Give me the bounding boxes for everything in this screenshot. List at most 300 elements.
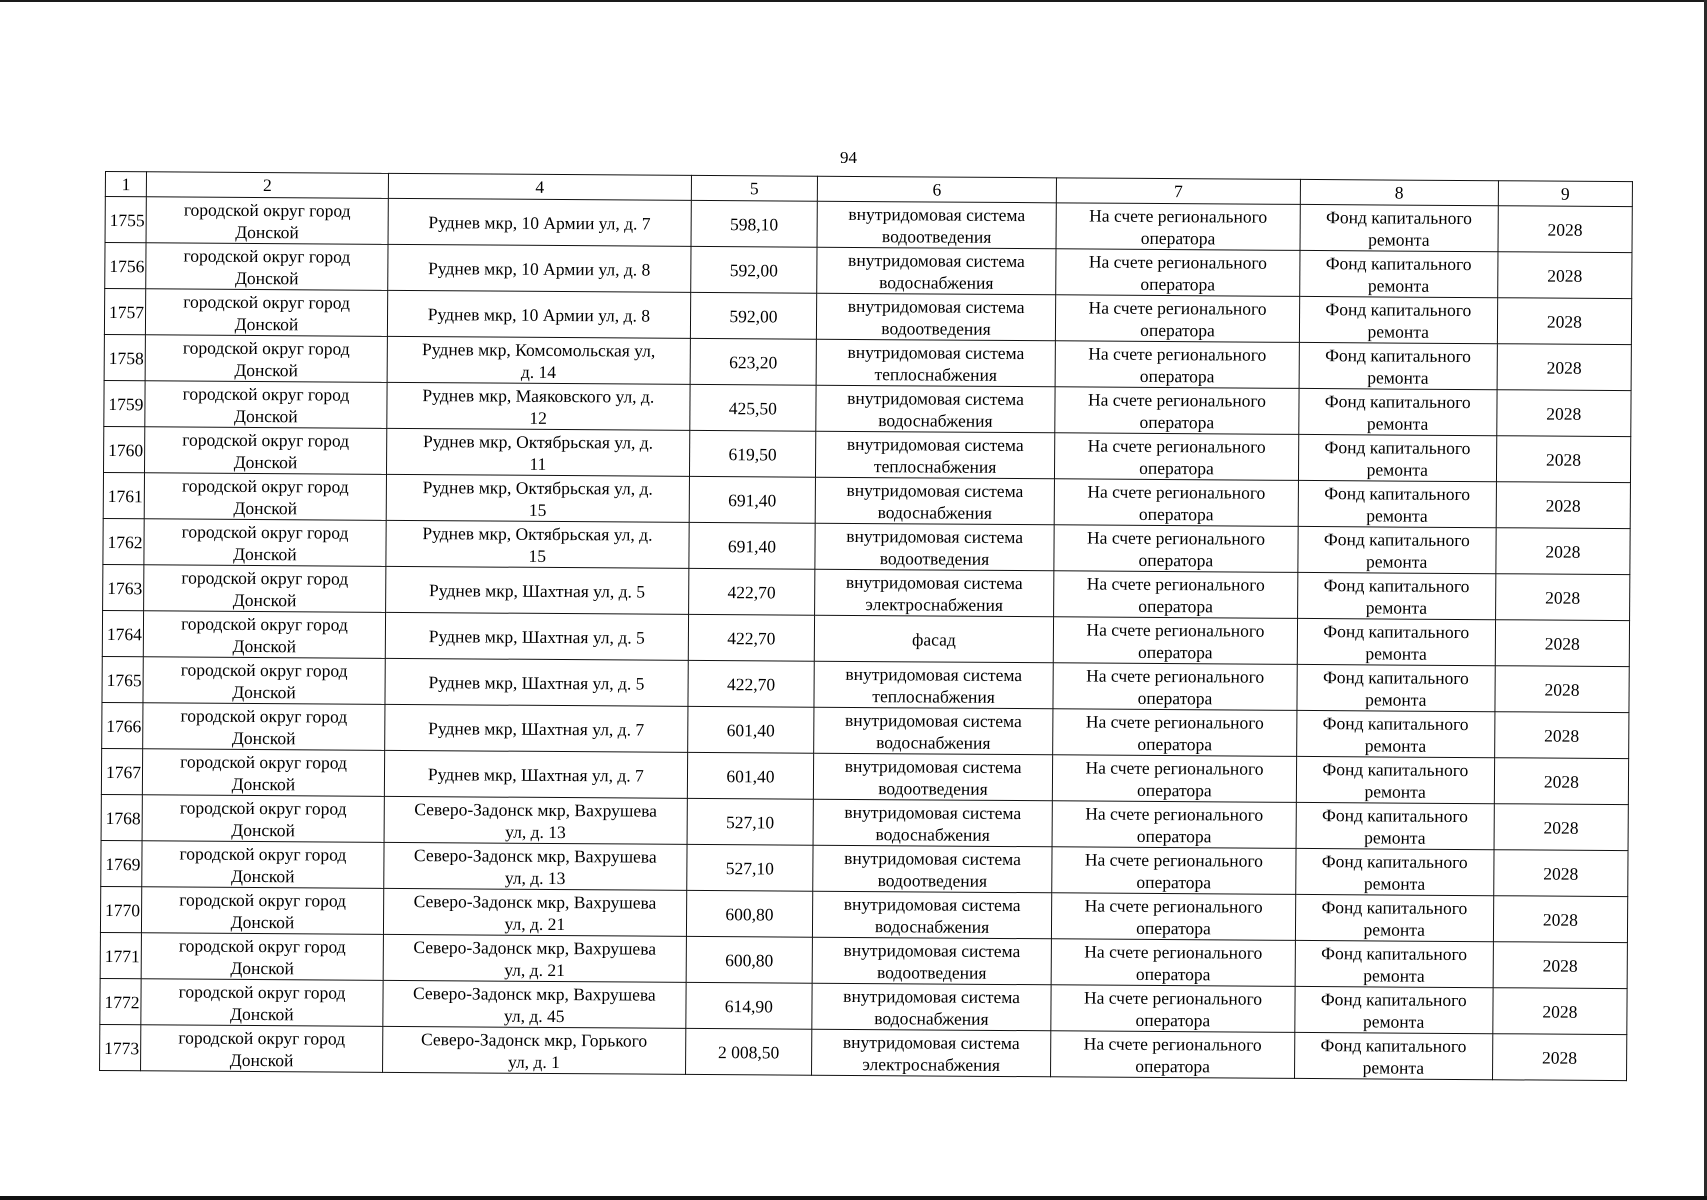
cell-number: 1770 bbox=[100, 886, 142, 932]
cell-number: 1759 bbox=[104, 380, 146, 426]
cell-funding-source-line: ремонта bbox=[1364, 780, 1426, 802]
cell-number: 1772 bbox=[100, 978, 142, 1024]
cell-work-type bbox=[816, 385, 1056, 433]
cell-funding-source bbox=[1295, 894, 1493, 941]
cell-address bbox=[385, 612, 689, 660]
cell-work-type-line: водоснабжения bbox=[878, 409, 993, 431]
cell-year: 2028 bbox=[1495, 666, 1629, 713]
cell-municipality-line: Донской bbox=[231, 773, 296, 794]
cell-funding-source-line: ремонта bbox=[1365, 596, 1428, 618]
cell-address bbox=[388, 198, 692, 246]
cell-work-type-line: водоотведения bbox=[877, 869, 988, 891]
cell-municipality bbox=[145, 381, 387, 429]
cell-address bbox=[387, 336, 691, 384]
cell-work-type bbox=[815, 523, 1055, 571]
cell-funding-source bbox=[1296, 802, 1494, 849]
cell-municipality-line: Донской bbox=[230, 1003, 294, 1024]
cell-address-line: 12 bbox=[529, 407, 548, 428]
cell-work-type-line: внутридомовая система bbox=[844, 847, 1021, 869]
cell-work-type-line: внутридомовая система bbox=[843, 985, 1021, 1007]
cell-municipality bbox=[144, 611, 386, 659]
cell-funding-source-line: Фонд капитального bbox=[1324, 390, 1471, 412]
cell-fund-account-line: оператора bbox=[1135, 963, 1211, 984]
cell-municipality-line: Донской bbox=[231, 727, 296, 748]
cell-funding-source-line: ремонта bbox=[1366, 504, 1428, 526]
cell-municipality-line: городской округ город bbox=[180, 751, 347, 773]
capital-repair-table bbox=[99, 171, 1633, 1081]
cell-funding-source bbox=[1298, 388, 1496, 435]
cell-municipality-line: городской округ город bbox=[178, 935, 346, 957]
cell-year: 2028 bbox=[1493, 942, 1627, 989]
cell-funding-source-line: Фонд капитального bbox=[1323, 620, 1470, 642]
cell-number: 1763 bbox=[103, 564, 145, 610]
cell-fund-account bbox=[1055, 341, 1299, 389]
cell-municipality-line: городской округ город bbox=[183, 291, 351, 313]
cell-work-type bbox=[817, 247, 1057, 295]
cell-funding-source bbox=[1296, 710, 1494, 757]
cell-funding-source bbox=[1298, 526, 1496, 573]
cell-address bbox=[384, 704, 688, 752]
cell-work-type bbox=[814, 661, 1054, 709]
cell-work-type bbox=[817, 201, 1057, 249]
cell-municipality-line: городской округ город bbox=[182, 337, 350, 359]
cell-number: 1761 bbox=[103, 472, 145, 518]
cell-address-line: ул, д. 45 bbox=[503, 1005, 565, 1026]
cell-address-line: Руднев мкр, Маяковского ул, д. bbox=[422, 384, 655, 407]
cell-municipality bbox=[141, 933, 383, 981]
cell-work-type-line: водоснабжения bbox=[876, 731, 991, 753]
cell-address-line: Руднев мкр, Октябрьская ул, д. bbox=[422, 522, 653, 545]
cell-address bbox=[383, 888, 687, 936]
scan-edge-top bbox=[0, 0, 1707, 2]
cell-fund-account bbox=[1056, 203, 1300, 251]
cell-area: 623,20 bbox=[690, 338, 816, 385]
cell-fund-account bbox=[1051, 939, 1295, 987]
cell-year: 2028 bbox=[1493, 896, 1627, 943]
cell-year: 2028 bbox=[1492, 1034, 1626, 1081]
cell-fund-account-line: На счете регионального bbox=[1086, 619, 1265, 641]
cell-funding-source-line: ремонта bbox=[1367, 366, 1429, 388]
cell-fund-account-line: На счете регионального bbox=[1084, 849, 1263, 871]
table-body bbox=[100, 197, 1633, 1081]
cell-area: 600,80 bbox=[686, 936, 812, 983]
cell-work-type-line: внутридомовая система bbox=[845, 571, 1023, 593]
cell-work-type bbox=[811, 1029, 1051, 1077]
cell-fund-account-line: оператора bbox=[1135, 1055, 1210, 1076]
cell-number: 1773 bbox=[100, 1024, 142, 1070]
cell-funding-source-line: ремонта bbox=[1364, 734, 1427, 756]
cell-work-type bbox=[812, 891, 1052, 939]
cell-municipality bbox=[142, 841, 384, 889]
cell-year: 2028 bbox=[1497, 390, 1631, 437]
cell-address-line: 11 bbox=[529, 453, 547, 474]
cell-municipality-line: городской округ город bbox=[182, 429, 350, 451]
cell-year: 2028 bbox=[1497, 344, 1631, 391]
cell-fund-account-line: На счете регионального bbox=[1083, 1033, 1262, 1055]
cell-year: 2028 bbox=[1496, 482, 1630, 529]
cell-area: 422,70 bbox=[689, 568, 815, 615]
cell-work-type-line: внутридомовая система bbox=[844, 801, 1022, 823]
cell-work-type bbox=[812, 983, 1052, 1031]
cell-municipality-line: городской округ город bbox=[183, 245, 351, 267]
cell-fund-account-line: На счете регионального bbox=[1083, 987, 1263, 1009]
cell-fund-account-line: оператора bbox=[1137, 779, 1212, 800]
cell-funding-source-line: Фонд капитального bbox=[1321, 942, 1468, 964]
cell-address-line: Руднев мкр, Шахтная ул, д. 5 bbox=[429, 579, 646, 602]
cell-work-type-line: водоснабжения bbox=[875, 823, 990, 845]
cell-funding-source bbox=[1298, 434, 1496, 481]
cell-address-line: Руднев мкр, Октябрьская ул, д. bbox=[422, 476, 653, 499]
cell-address-line: Руднев мкр, Шахтная ул, д. 7 bbox=[427, 763, 644, 786]
cell-funding-source-line: Фонд капитального bbox=[1322, 712, 1469, 734]
cell-fund-account-line: оператора bbox=[1139, 411, 1215, 432]
cell-fund-account bbox=[1056, 295, 1300, 343]
cell-work-type bbox=[814, 615, 1054, 663]
cell-address-line: Руднев мкр, Комсомольская ул, bbox=[422, 338, 656, 361]
cell-funding-source bbox=[1295, 848, 1493, 895]
cell-address bbox=[382, 1026, 686, 1074]
cell-funding-source-line: ремонта bbox=[1365, 642, 1427, 664]
cell-work-type bbox=[814, 569, 1054, 617]
cell-year: 2028 bbox=[1495, 620, 1629, 667]
cell-address bbox=[386, 474, 690, 522]
cell-municipality-line: Донской bbox=[231, 819, 295, 840]
cell-fund-account-line: На счете регионального bbox=[1087, 527, 1266, 549]
cell-year: 2028 bbox=[1498, 206, 1632, 253]
cell-area: 592,00 bbox=[691, 246, 817, 293]
cell-municipality bbox=[145, 335, 387, 383]
cell-funding-source bbox=[1299, 342, 1497, 389]
cell-funding-source-line: ремонта bbox=[1364, 826, 1426, 848]
cell-funding-source-line: ремонта bbox=[1366, 458, 1429, 480]
cell-year: 2028 bbox=[1494, 712, 1628, 759]
cell-address bbox=[383, 934, 687, 982]
cell-municipality-line: городской округ город bbox=[179, 797, 347, 819]
cell-area: 691,40 bbox=[689, 522, 815, 569]
cell-municipality-line: городской округ город bbox=[183, 199, 351, 221]
cell-work-type-line: внутридомовая система bbox=[844, 755, 1022, 777]
cell-address-line: Северо-Задонск мкр, Вахрушева bbox=[413, 890, 657, 913]
cell-fund-account-line: оператора bbox=[1139, 365, 1215, 386]
cell-number: 1760 bbox=[104, 426, 146, 472]
cell-address-line: Северо-Задонск мкр, Вахрушева bbox=[414, 798, 658, 821]
cell-address-line: Руднев мкр, 10 Армии ул, д. 8 bbox=[427, 303, 651, 326]
cell-fund-account bbox=[1052, 847, 1296, 895]
cell-year: 2028 bbox=[1496, 436, 1630, 483]
cell-area: 2 008,50 bbox=[686, 1028, 812, 1075]
cell-number: 1766 bbox=[102, 702, 144, 748]
cell-fund-account bbox=[1053, 709, 1297, 757]
cell-municipality-line: Донской bbox=[230, 957, 295, 978]
cell-address-line: Руднев мкр, 10 Армии ул, д. 7 bbox=[428, 211, 651, 234]
cell-fund-account-line: оператора bbox=[1138, 549, 1214, 570]
cell-work-type-line: водоотведения bbox=[878, 777, 988, 799]
cell-fund-account-line: оператора bbox=[1140, 319, 1215, 340]
cell-municipality bbox=[141, 979, 383, 1027]
cell-fund-account-line: На счете регионального bbox=[1088, 297, 1267, 319]
cell-funding-source-line: Фонд капитального bbox=[1321, 896, 1468, 918]
header-col-1: 1 bbox=[105, 172, 146, 197]
cell-fund-account-line: оператора bbox=[1137, 641, 1213, 662]
cell-address-line: Северо-Задонск мкр, Горького bbox=[420, 1028, 648, 1051]
cell-municipality-line: Донской bbox=[234, 313, 299, 334]
header-col-9: 9 bbox=[1498, 181, 1632, 207]
cell-fund-account-line: На счете регионального bbox=[1087, 481, 1266, 503]
page-number: 94 bbox=[840, 148, 857, 167]
cell-address bbox=[383, 842, 687, 890]
cell-address-line: д. 14 bbox=[520, 361, 557, 382]
cell-work-type-line: внутридомовая система bbox=[843, 893, 1021, 915]
cell-address-line: ул, д. 13 bbox=[504, 867, 566, 888]
cell-address bbox=[384, 750, 688, 798]
cell-funding-source-line: ремонта bbox=[1363, 964, 1425, 986]
cell-funding-source-line: Фонд капитального bbox=[1324, 482, 1471, 504]
cell-address bbox=[386, 520, 690, 568]
cell-municipality bbox=[146, 243, 388, 291]
cell-funding-source bbox=[1294, 1032, 1492, 1079]
cell-funding-source bbox=[1296, 756, 1494, 803]
cell-funding-source-line: Фонд капитального bbox=[1323, 528, 1470, 550]
cell-area: 592,00 bbox=[690, 292, 816, 339]
register-sheet bbox=[99, 171, 1633, 1081]
cell-municipality-line: Донской bbox=[233, 543, 297, 564]
cell-fund-account-line: На счете регионального bbox=[1085, 711, 1264, 733]
cell-funding-source-line: Фонд капитального bbox=[1320, 1034, 1467, 1056]
cell-municipality bbox=[146, 197, 388, 245]
cell-address-line: Руднев мкр, Шахтная ул, д. 5 bbox=[428, 671, 645, 694]
cell-area: 425,50 bbox=[690, 384, 816, 431]
cell-fund-account bbox=[1055, 433, 1299, 481]
cell-work-type-line: внутридомовая система bbox=[844, 709, 1022, 731]
cell-municipality-line: Донской bbox=[233, 497, 298, 518]
cell-funding-source-line: ремонта bbox=[1367, 320, 1429, 342]
cell-address bbox=[386, 428, 690, 476]
cell-number: 1757 bbox=[104, 289, 146, 335]
cell-municipality-line: городской округ город bbox=[181, 567, 349, 589]
cell-address-line: 15 bbox=[528, 545, 547, 566]
cell-work-type bbox=[815, 431, 1055, 479]
cell-fund-account-line: оператора bbox=[1139, 457, 1214, 478]
cell-funding-source-line: Фонд капитального bbox=[1322, 758, 1469, 780]
cell-fund-account-line: оператора bbox=[1136, 825, 1212, 846]
cell-work-type-line: теплоснабжения bbox=[872, 685, 995, 707]
cell-fund-account-line: оператора bbox=[1137, 687, 1213, 708]
cell-funding-source-line: ремонта bbox=[1367, 274, 1430, 296]
cell-work-type-line: водоснабжения bbox=[874, 915, 990, 937]
cell-fund-account-line: На счете регионального bbox=[1088, 251, 1267, 273]
header-col-2: 2 bbox=[147, 172, 389, 199]
cell-funding-source-line: Фонд капитального bbox=[1323, 574, 1470, 596]
cell-fund-account-line: оператора bbox=[1140, 227, 1216, 248]
cell-fund-account bbox=[1055, 387, 1299, 435]
cell-fund-account-line: На счете регионального bbox=[1084, 941, 1263, 963]
cell-municipality-line: Донской bbox=[232, 589, 297, 610]
cell-funding-source-line: Фонд капитального bbox=[1322, 804, 1468, 826]
cell-area: 619,50 bbox=[690, 430, 816, 477]
header-col-4: 4 bbox=[388, 173, 691, 200]
cell-municipality-line: городской округ город bbox=[180, 705, 348, 727]
cell-address-line: ул, д. 21 bbox=[504, 959, 565, 980]
cell-funding-source-line: ремонта bbox=[1365, 550, 1428, 572]
cell-work-type-line: водоснабжения bbox=[879, 271, 994, 293]
cell-work-type bbox=[813, 799, 1053, 847]
cell-fund-account-line: оператора bbox=[1137, 733, 1213, 754]
cell-fund-account-line: На счете регионального bbox=[1087, 435, 1266, 457]
cell-municipality-line: Донской bbox=[233, 451, 298, 472]
cell-funding-source-line: Фонд капитального bbox=[1326, 206, 1472, 228]
cell-number: 1767 bbox=[101, 748, 143, 794]
cell-fund-account bbox=[1053, 663, 1297, 711]
cell-work-type-line: внутридомовая система bbox=[847, 341, 1025, 363]
cell-fund-account-line: На счете регионального bbox=[1088, 343, 1267, 365]
cell-funding-source-line: ремонта bbox=[1368, 228, 1430, 250]
cell-address-line: ул, д. 13 bbox=[505, 821, 566, 842]
cell-year: 2028 bbox=[1494, 850, 1628, 897]
cell-fund-account bbox=[1054, 479, 1298, 527]
cell-municipality-line: городской округ город bbox=[179, 889, 347, 911]
cell-municipality bbox=[141, 1025, 383, 1073]
cell-address-line: Северо-Задонск мкр, Вахрушева bbox=[412, 982, 656, 1005]
cell-funding-source bbox=[1298, 480, 1496, 527]
cell-funding-source-line: Фонд капитального bbox=[1320, 988, 1467, 1010]
cell-municipality-line: городской округ город bbox=[178, 1027, 346, 1049]
cell-work-type bbox=[812, 937, 1052, 985]
cell-funding-source bbox=[1299, 250, 1497, 297]
cell-work-type-line: внутридомовая система bbox=[846, 525, 1024, 547]
cell-municipality bbox=[143, 703, 385, 751]
cell-work-type-line: внутридомовая система bbox=[846, 479, 1024, 501]
cell-fund-account bbox=[1052, 801, 1296, 849]
cell-work-type-line: водоснабжения bbox=[877, 501, 993, 523]
cell-funding-source-line: ремонта bbox=[1363, 872, 1426, 894]
cell-fund-account-line: оператора bbox=[1138, 503, 1214, 524]
cell-number: 1768 bbox=[101, 794, 143, 840]
cell-address-line: ул, д. 21 bbox=[504, 913, 566, 934]
cell-number: 1762 bbox=[103, 518, 145, 564]
cell-year: 2028 bbox=[1495, 574, 1629, 621]
cell-work-type-line: внутридомовая система bbox=[847, 295, 1025, 317]
cell-work-type-line: водоснабжения bbox=[874, 1007, 989, 1029]
cell-funding-source bbox=[1300, 204, 1498, 251]
cell-fund-account-line: На счете регионального bbox=[1084, 895, 1263, 917]
cell-work-type-line: внутридомовая система bbox=[848, 249, 1025, 271]
cell-municipality bbox=[146, 289, 388, 337]
cell-funding-source-line: Фонд капитального bbox=[1322, 666, 1469, 688]
cell-municipality-line: городской округ город bbox=[181, 613, 348, 635]
cell-fund-account-line: оператора bbox=[1136, 871, 1212, 892]
cell-address bbox=[386, 382, 690, 430]
cell-funding-source-line: Фонд капитального bbox=[1321, 850, 1468, 872]
cell-funding-source bbox=[1297, 664, 1495, 711]
cell-funding-source bbox=[1295, 940, 1493, 987]
cell-municipality-line: Донской bbox=[232, 635, 297, 656]
cell-funding-source-line: ремонта bbox=[1366, 412, 1429, 434]
cell-work-type bbox=[815, 477, 1055, 525]
cell-funding-source bbox=[1299, 296, 1497, 343]
cell-municipality bbox=[145, 427, 387, 475]
cell-fund-account-line: На счете регионального bbox=[1087, 389, 1267, 411]
cell-number: 1764 bbox=[102, 610, 144, 656]
cell-fund-account bbox=[1054, 571, 1298, 619]
cell-fund-account-line: оператора bbox=[1138, 595, 1214, 616]
cell-work-type-line: водоотведения bbox=[881, 225, 992, 247]
cell-address bbox=[387, 290, 691, 338]
cell-address bbox=[384, 796, 688, 844]
cell-number: 1755 bbox=[105, 197, 147, 243]
cell-address-line: ул, д. 1 bbox=[507, 1051, 560, 1072]
cell-work-type-line: внутридомовая система bbox=[848, 203, 1026, 225]
cell-area: 601,40 bbox=[687, 752, 813, 799]
cell-work-type bbox=[813, 753, 1053, 801]
cell-municipality-line: Донской bbox=[235, 221, 299, 242]
cell-fund-account bbox=[1056, 249, 1300, 297]
cell-municipality-line: городской округ город bbox=[180, 659, 348, 681]
cell-work-type-line: электроснабжения bbox=[865, 593, 1004, 615]
cell-work-type-line: теплоснабжения bbox=[873, 455, 997, 477]
cell-funding-source bbox=[1297, 618, 1495, 665]
cell-address-line: Руднев мкр, Шахтная ул, д. 7 bbox=[428, 717, 645, 740]
cell-fund-account bbox=[1053, 617, 1297, 665]
cell-municipality-line: городской округ город bbox=[182, 383, 350, 405]
scan-edge-bottom bbox=[0, 1196, 1707, 1200]
cell-funding-source-line: ремонта bbox=[1362, 1056, 1425, 1078]
cell-municipality-line: Донской bbox=[229, 1049, 294, 1070]
table-row bbox=[100, 1024, 1627, 1080]
cell-municipality-line: городской округ город bbox=[179, 843, 347, 865]
cell-address bbox=[387, 244, 691, 292]
cell-address-line: 15 bbox=[528, 499, 547, 520]
cell-fund-account-line: На счете регионального bbox=[1085, 757, 1264, 779]
cell-address-line: Северо-Задонск мкр, Вахрушева bbox=[413, 936, 657, 959]
cell-number: 1769 bbox=[101, 840, 143, 886]
cell-municipality-line: Донской bbox=[234, 267, 299, 288]
cell-work-type-line: внутридомовая система bbox=[845, 663, 1023, 685]
header-col-5: 5 bbox=[691, 175, 817, 201]
cell-fund-account-line: На счете регионального bbox=[1089, 205, 1268, 227]
cell-number: 1765 bbox=[102, 656, 144, 702]
cell-municipality bbox=[143, 749, 385, 797]
cell-municipality-line: городской округ город bbox=[181, 521, 349, 543]
cell-year: 2028 bbox=[1498, 252, 1632, 299]
cell-work-type-line: внутридомовая система bbox=[847, 387, 1025, 409]
cell-area: 600,80 bbox=[686, 890, 812, 937]
cell-municipality bbox=[144, 473, 386, 521]
cell-fund-account-line: На счете регионального bbox=[1086, 573, 1265, 595]
cell-work-type-line: теплоснабжения bbox=[874, 363, 998, 385]
cell-fund-account bbox=[1054, 525, 1298, 573]
cell-area: 601,40 bbox=[688, 706, 814, 753]
header-col-7: 7 bbox=[1057, 178, 1301, 205]
cell-municipality bbox=[142, 887, 384, 935]
cell-municipality bbox=[144, 519, 386, 567]
cell-funding-source-line: Фонд капитального bbox=[1324, 436, 1471, 458]
cell-work-type-line: внутридомовая система bbox=[842, 1031, 1020, 1053]
cell-municipality-line: Донской bbox=[230, 911, 295, 932]
cell-fund-account bbox=[1052, 893, 1296, 941]
cell-funding-source-line: Фонд капитального bbox=[1325, 298, 1472, 320]
cell-area: 598,10 bbox=[691, 200, 817, 247]
cell-address-line: Руднев мкр, Октябрьская ул, д. bbox=[422, 430, 654, 453]
cell-municipality-line: Донской bbox=[234, 405, 298, 426]
cell-municipality-line: Донской bbox=[232, 681, 296, 702]
cell-municipality-line: Донской bbox=[230, 865, 295, 886]
cell-municipality bbox=[142, 795, 384, 843]
cell-municipality bbox=[144, 565, 386, 613]
cell-address bbox=[385, 658, 689, 706]
cell-address-line: Северо-Задонск мкр, Вахрушева bbox=[413, 844, 657, 867]
cell-funding-source-line: Фонд капитального bbox=[1325, 252, 1472, 274]
cell-area: 614,90 bbox=[686, 982, 812, 1029]
